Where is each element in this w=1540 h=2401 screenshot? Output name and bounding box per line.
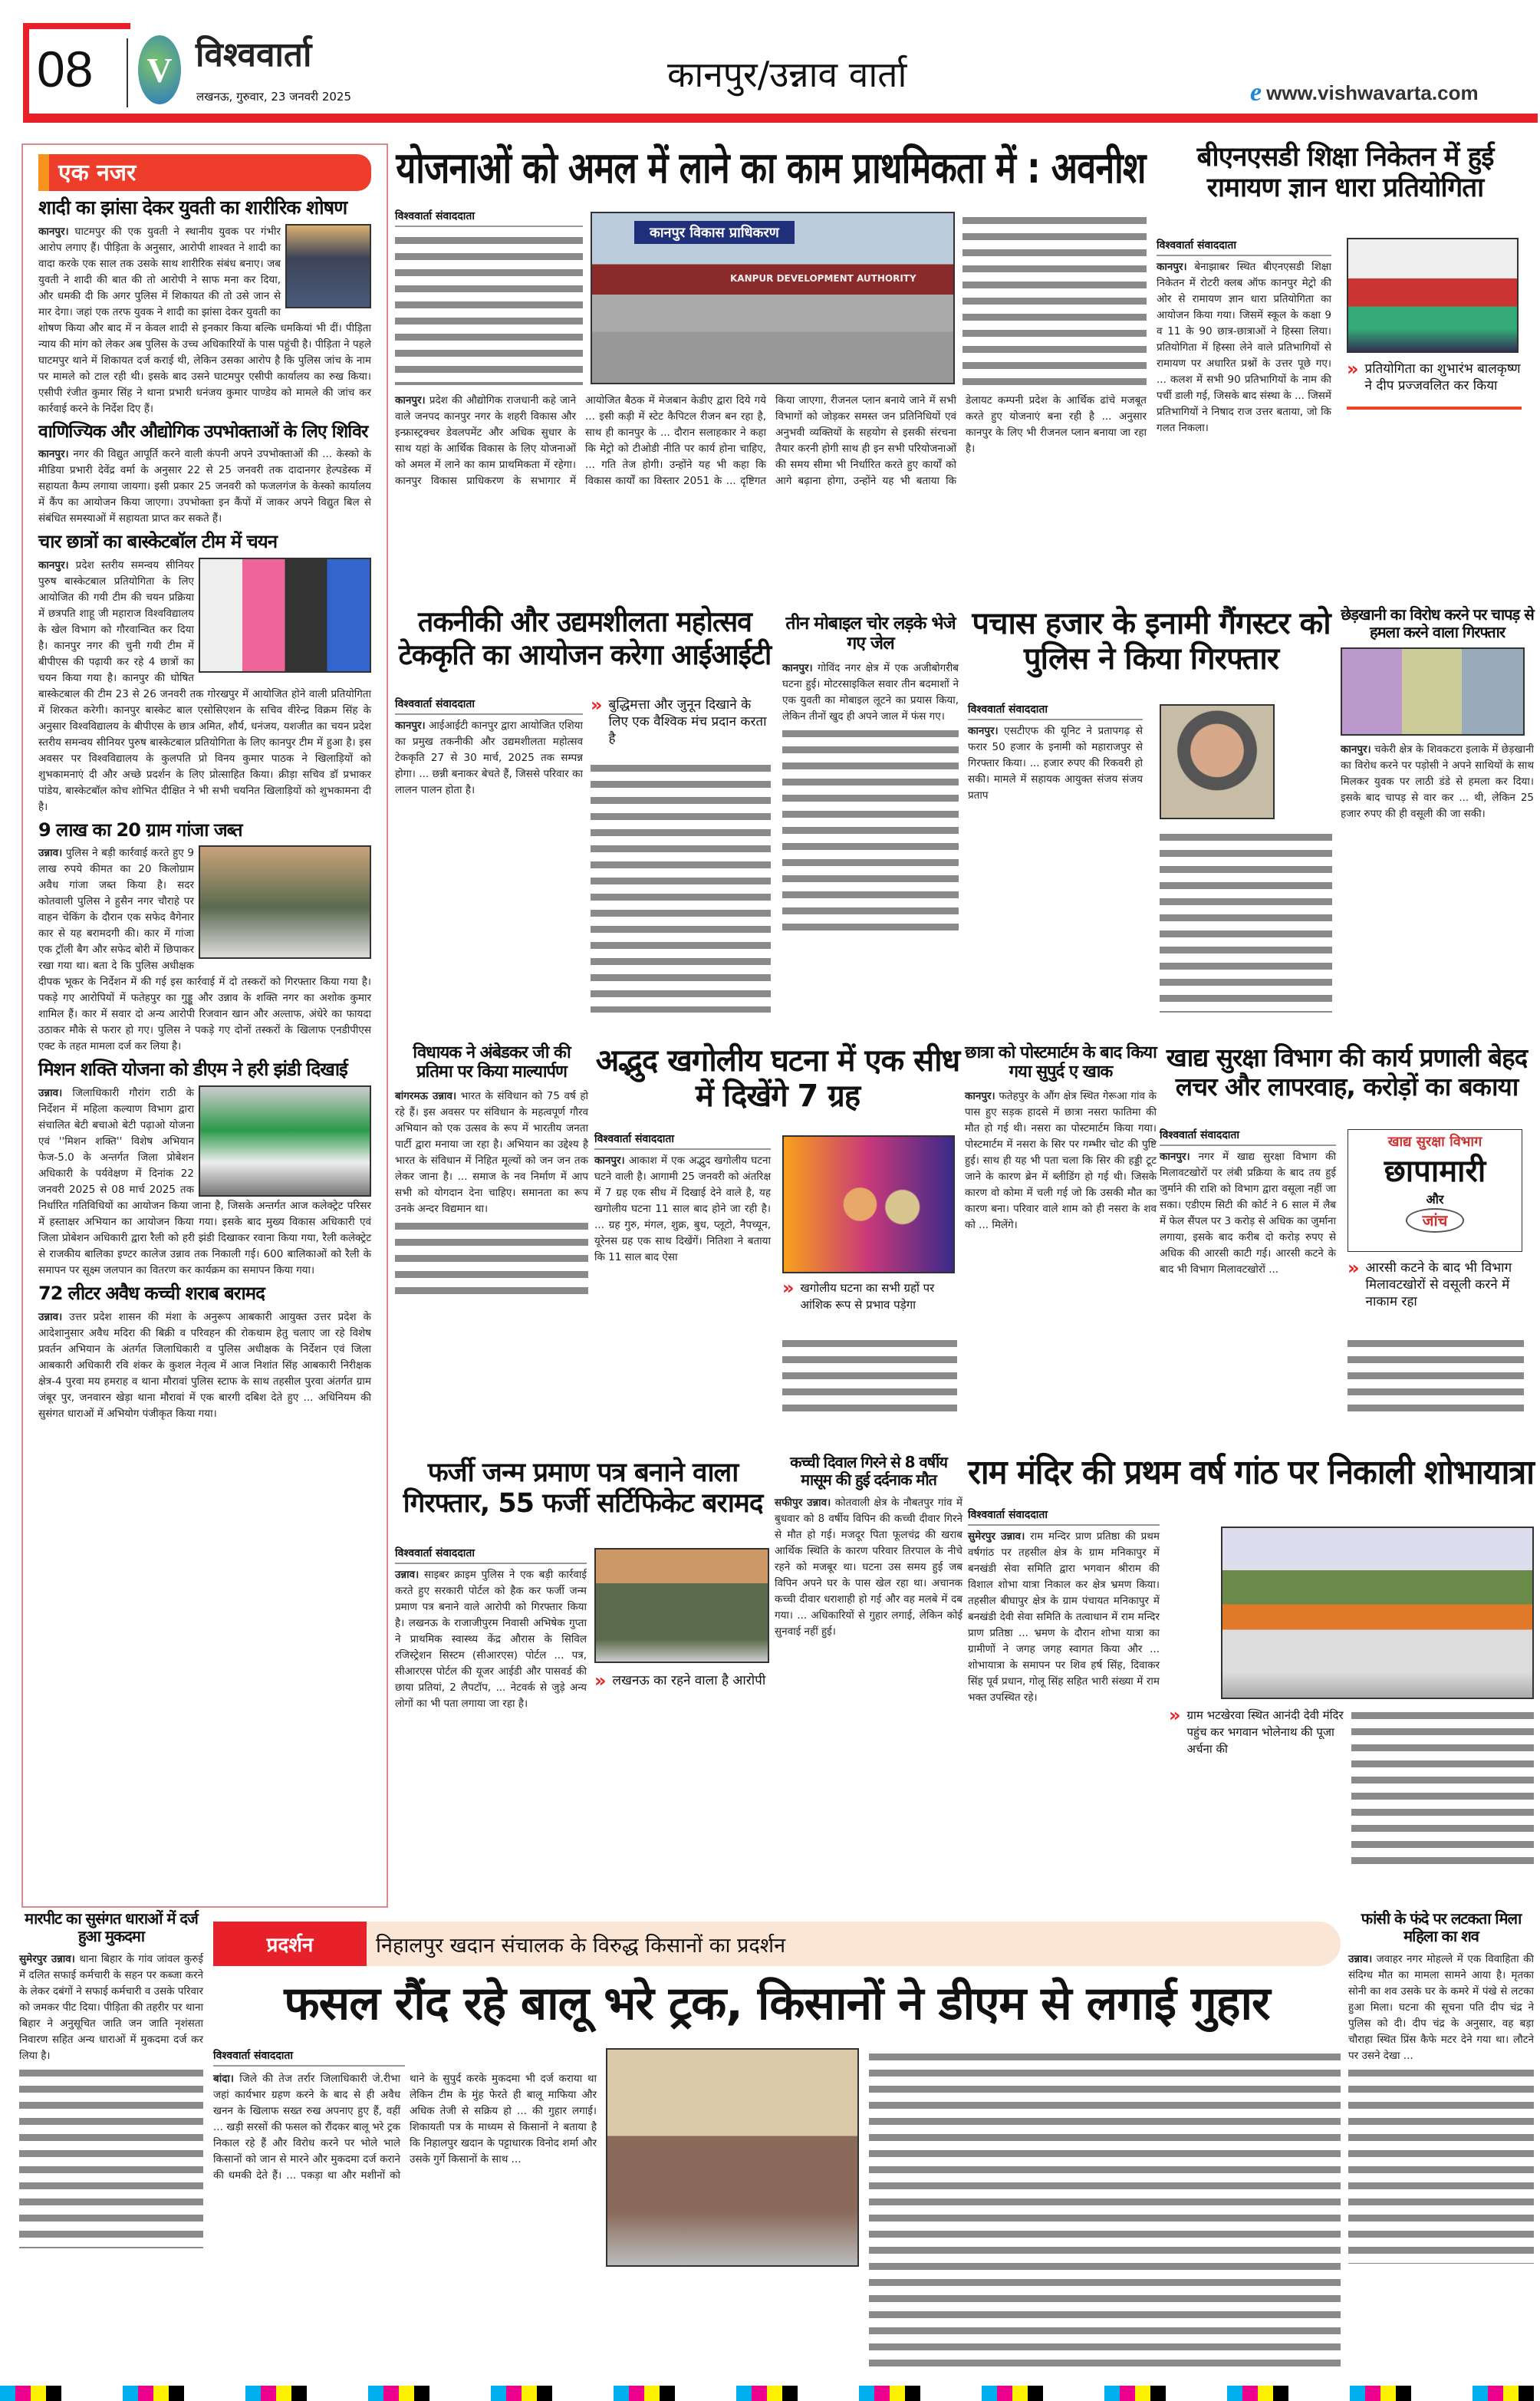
pradarshan-strip	[213, 1922, 1341, 1966]
text-columns	[962, 212, 1147, 385]
photo-students-hall	[1347, 238, 1519, 353]
photo-farmers-group	[606, 2048, 859, 2267]
article-suicide	[1348, 1910, 1534, 2370]
chevron-icon: »	[594, 1670, 607, 1691]
logo-icon: V	[138, 35, 181, 104]
article-body: उन्नाव। पुलिस ने बड़ी कार्रवाई करते हुए 9 लाख रुपये कीमत का 20 किलोग्राम अवैध गांजा जब्त किया है। सदर कोतवाली पुलिस ने हुसैन नगर चौराहे पर वाहन चेकिंग के दौरान एक सफेद वैगेनार कार से यह बरामदगी की। कार में गांजा एक ट्रॉली बैग और सफेद बोरी में छिपाकर रखा गया था। बता दे कि पुलिस अधीक्षक दीपक भूकर के निर्देशन में की गई इस कार्रवाई में दो तस्करों को गिरफ्तार किया गया है। पकड़े गए आरोपियों में फतेहपुर का गुड्डू और उन्नाव के शक्ति नगर का अशोक कुमार शामिल हैं। कार में सवार दो अन्य आरोपी रिजवान खान और अल्ताफ, अंधेरे का फायदा उठाकर मौके से फरार हो गए। पुलिस ने पकड़े गए दोनों तस्करों के खिलाफ एनडीपीएस एक्ट के तहत मामला दर्ज कर लिया है।	[38, 847, 371, 1053]
article-wall-collapse	[775, 1454, 962, 1872]
headline	[395, 1457, 771, 1520]
article-mobile-thieves	[782, 614, 959, 1020]
article-body: सुमेरपुर उन्नाव। राम मन्दिर प्राण प्रतिष्ठा की प्रथम वर्षगांठ पर तहसील क्षेत्र के ग्राम मनिकापुर में बनखंडी सेवा समिति द्वारा भगवान श्रीराम की विशाल शोभा यात्रा निकाल कर क्षेत्र भ्रमण किया। तहसील बीघापुर क्षेत्र के ग्राम पंचायत मनिकापुर में बनखंडी देवी सेवा समिति के तत्वाधान में राम मन्दिर प्राण प्रतिष्ठा ... भ्रमण के दौरान शोभा यात्रा का ग्रामीणों ने जगह जगह स्वागत किया और ... शोभायात्रा के समापन पर शिव हर्ष सिंह, दिवाकर सिंह पूर्व प्रधान, गोलू सिंह सहित भारी संख्या में राम भक्त उपस्थित रहे।	[968, 1530, 1160, 1704]
article-body: उन्नाव। साइबर क्राइम पुलिस ने एक बड़ी कार्रवाई करते हुए सरकारी पोर्टल को हैक कर फर्जी जन्म प्रमाण पत्र बनाने वाले आरोपी को गिरफ्तार किया है। लखनऊ के राजाजीपुरम निवासी अभिषेक गुप्ता ने प्राथमिक स्वास्थ्य केंद्र औरास के सिविल रजिस्ट्रेशन सिस्टम (सीआरएस) पोर्टल ... पत्र, सीआरएस पोर्टल की यूजर आईडी और पासवर्ड की छाया प्रतियां, 2 लैपटॉप, ... नेटवर्क से जुड़े अन्य लोगों का भी पता लगाया जा रहा है।	[395, 1569, 587, 1710]
byline: विश्ववार्ता संवाददाता	[968, 702, 1143, 720]
article-gangster	[968, 606, 1334, 1020]
headline-text: योजनाओं को अमल में लाने का काम प्राथमिकता में : अवनीश	[396, 143, 1146, 193]
article-shivir	[38, 422, 371, 527]
headline-text: पचास हजार के इनामी गैंगस्टर को पुलिस ने किया गिरफ्तार	[972, 606, 1331, 677]
headline: छात्रा को पोस्टमार्टम के बाद किया गया सुपुर्द ए खाक	[965, 1043, 1157, 1082]
headline	[395, 606, 775, 671]
article-body: कानपुर। फतेहपुर के औंग क्षेत्र स्थित गेरूआ गांव के पास हुए सड़क हादसे में छात्रा नसरा फातिमा की मौत हो गई थी। नसरा का पोस्टमार्टम किया गया। पोस्टमार्टम में नसरा के सिर पर गम्भीर चोट की पुष्टि हुई। साथ ही यह भी पता चला कि सिर की हड्डी टूट जाने के कारण ब्रेन में ब्लीडिंग हो गई थी। जिसके कारण वो कोमा में चली गई जो कि उसकी मौत का कारण बना। परिवार वाले शाम को ही नसरा के शव को ... मिलेंगे।	[965, 1089, 1157, 1231]
lead-article	[395, 209, 1147, 565]
chevron-icon: »	[1347, 358, 1359, 380]
col	[1160, 1128, 1336, 1278]
headline: छेड़खानी का विरोध करने पर चापड़ से हमला करने वाला गिरफ्तार	[1341, 605, 1534, 641]
col	[594, 1131, 771, 1266]
article-ram-mandir	[968, 1454, 1534, 1872]
article-body: उन्नाव। जिलाधिकारी गौरांग राठी के निर्देशन में महिला कल्याण विभाग द्वारा संचालित बेटी बचाओ बेटी पढ़ाओ योजना एवं ''मिशन शक्ति'' विशेष अभियान फेज-5.0 के अन्तर्गत जिला प्रोबेशन अधिकारी के पर्यवेक्षण में दिनांक 22 जनवरी 2025 से 08 मार्च 2025 तक निर्धारित गतिविधियों का आयोजन किया जाना है, जिसके अन्तर्गत आज कलेक्ट्रेट परिसर में हस्ताक्षर अभियान का आयोजन किया गया। इसके बाद मुख्य विकास अधिकारी एवं जिला प्रोबेशन अधिकारी द्वारा रैली को हरी झंडी दिखाकर रवाना किया गया, रैली कलेक्ट्रेट से राजकीय बालिका इण्टर कालेज उन्नाव तक निकाली गई। 600 बालिकाओं को रैली के समापन पर सूक्ष्म जलपान का वितरण कर कार्यक्रम का समापन किया गया।	[38, 1086, 371, 1276]
headline	[1157, 142, 1534, 204]
article-food-safety	[1160, 1043, 1534, 1411]
ek-nazar-label: एक नजर	[38, 154, 371, 191]
article-body: सफीपुर उन्नाव। कोतवाली क्षेत्र के नौबतपुर गांव में बुधवार को 8 वर्षीय विपिन की कच्ची दीवार गिरने से मौत हो गई। मजदूर पिता फूलचंद्र की खराब आर्थिक स्थिति के कारण परिवार तिरपाल के नीचे रहने को मजबूर था। घटना उस समय हुई जब विपिन अपने घर के पास खेल रहा था। अचानक कच्ची दीवार धराशाही हो गई और वह मलबे में दब गया। ... अधिकारियों से गुहार लगाई, लेकिन कोई सुनवाई नहीं हुई।	[775, 1497, 962, 1638]
section-title: कानपुर/उन्नाव वार्ता	[667, 54, 907, 95]
headline: तीन मोबाइल चोर लड़के भेजे गए जेल	[785, 614, 956, 654]
website-url: www.vishwavarta.com	[1266, 81, 1479, 104]
headline: 72 लीटर अवैध कच्ची शराब बरामद	[38, 1282, 265, 1304]
photo-four-students	[199, 558, 371, 673]
pull-quote: » खगोलीय घटना का सभी ग्रहों पर आंशिक रूप से प्रभाव पड़ेगा	[782, 1277, 935, 1312]
article-mission-shakti	[38, 1059, 371, 1279]
text-columns	[395, 232, 583, 385]
article-body: कानपुर। चकेरी क्षेत्र के शिवकटरा इलाके में छेड़खानी का विरोध करने पर पड़ोसी ने अपने साथियों के साथ मिलकर युवक पर लाठी डंडे से हमला कर दिया। इसके बाद चापड़ से वार कर ... थी, लेकिन 25 हजार रुपए की ही वसूली की जा सकी।	[1341, 743, 1535, 820]
headline-text: राम मंदिर की प्रथम वर्ष गांठ पर निकाली शोभायात्रा	[968, 1453, 1534, 1492]
lead-body: कानपुर। प्रदेश की औद्योगिक राजधानी कहे जाने वाले जनपद कानपुर नगर के शहरी विकास और इन्फ्रास्ट्रक्चर डेवलपमेंट और अधिक सुधार के साथ यहां के आर्थिक विकास के लिए योजनाओं को अमल में लाने का काम प्राथमिकता में रहेगा। कानपुर विकास प्राधिकरण के सभागार में आयोजित बैठक में मेजबान केडीए द्वारा दिये गये ... इसी कड़ी में स्टेट कैपिटल रीजन बन रहा है, साथ ही कानपुर के ... दौरान सलाहकार ने कहा कि मेट्रो को टीओडी नीति पर कार्य होना चाहिए, ... गति तेज होगी। उन्होंने यह भी कहा कि विकास कार्यों का विस्तार 2051 के ... दृष्टिगत किया जाएगा, रीजनल प्लान बनाये जाने में सभी विभागों को जोड़कर समस्त जन प्रतिनिधियों एवं अनुभवी व्यक्तियों के सहयोग से इसकी संरचना तैयार करनी होगी साथ ही इन सभी परियोजनाओं की समय सीमा भी निर्धारित करते हुए कार्यों को आगे बढ़ाना होगा, उन्होंने यह भी बताया कि डेलायट कम्पनी प्रदेश के आर्थिक ढांचे मजबूत करते हुए योजनाएं बना रही है ... अनुसार कानपुर के लिए भी रीजनल प्लान बनाया जा रहा है।	[395, 394, 1147, 487]
raid-graphic	[1348, 1129, 1522, 1252]
article-body: कानपुर। प्रदेश स्तरीय समन्वय सीनियर पुरुष बास्केटबाल प्रतियोगिता के लिए आयोजित की गयी टीम की चयन प्रक्रिया में छत्रपति शाहू जी महाराज विश्वविद्यालय के खेल विभाग को गौरवान्वित कर दिया है। कानपुर नगर की चुनी गयी टीम में बीपीएस की पढ़ायी कर रहे 4 छात्रों का चयन किया गया है। कानपुर की घोषित बास्केटबाल की टीम 23 से 26 जनवरी तक गोरखपुर में आयोजित होने वाली प्रतियोगिता में शिरकत करेगी। कानपुर बास्केट बाल एसोसिएशन के सचिव वीरेन्द्र विक्रम सिंह के अनुसार विश्वविद्यालय के बीपीएस के छात्र अमित, शौर्य, धनंजय, यशजीत का चयन प्रदेश स्तरीय समन्वय सीनियर पुरुष बास्केटबाल प्रतियोगिता के लिए कानपुर टीम में हुआ है। इस अवसर पर विश्वविद्यालय के कुलपति प्रो विनय कुमार पाठक ने खिलाड़ियों को शुभकामनाएं दी और अच्छे प्रदर्शन के लिए प्रोत्साहित किया। क्रीड़ा सचिव डॉ प्रभाकर पांडेय, बास्केटबॉल कोच शोभित दीक्षित ने भी सभी चयनित खिलाड़ियों को शुभकामना दी है।	[38, 558, 371, 813]
text-columns	[395, 1217, 588, 1294]
headline-text: बीएनएसडी शिक्षा निकेतन में हुई रामायण ज्ञान धारा प्रतियोगिता	[1196, 142, 1494, 204]
kda-sign: कानपुर विकास प्राधिकरण	[634, 221, 795, 244]
article-shaadi	[38, 197, 371, 417]
headline-text: फसल रौंद रहे बालू भरे ट्रक, किसानों ने डीएम से लगाई गुहार	[284, 1977, 1270, 2030]
lead-headline	[395, 144, 1147, 193]
raid-graphic-and: और	[1426, 1192, 1444, 1207]
byline: विश्ववार्ता संवाददाता	[213, 2048, 405, 2067]
byline: विश्ववार्ता संवाददाता	[968, 1507, 1160, 1526]
article-techkriti	[395, 606, 775, 1020]
headline	[968, 1454, 1534, 1493]
headline: विधायक ने अंबेडकर जी की प्रतिमा पर किया माल्यार्पण	[413, 1043, 571, 1082]
browser-e-icon: e	[1250, 78, 1262, 107]
text-columns	[1160, 828, 1332, 1013]
pull-quote: » ग्राम भटखेरवा स्थित आनंदी देवी मंदिर पहुंच कर भगवान भोलेनाथ की पूजा अर्चना की	[1169, 1704, 1344, 1756]
article-body: कानपुर। आईआईटी कानपुर द्वारा आयोजित एशिया का प्रमुख तकनीकी और उद्यमशीलता महोत्सव टेककृति 27 से 30 मार्च, 2025 तक सम्पन्न होगा। ... छन्नी बनाकर बेचते हैं, जिससे परिवार का लालन पालन होता है।	[395, 720, 583, 796]
pull-quote: » आरसी कटने के बाद भी विभाग मिलावटखोरों से वसूली करने में नाकाम रहा	[1348, 1257, 1512, 1309]
text-columns	[782, 725, 959, 940]
pull-quote: » प्रतियोगिता का शुभारंभ बालकृष्ण ने दीप प्रज्जवलित कर किया	[1347, 358, 1521, 394]
article-body: बांगरमऊ उन्नाव। भारत के संविधान को 75 वर्ष हो रहे हैं। इस अवसर पर संविधान के महत्वपूर्ण गौरव अभियान को एक उत्सव के रूप में भारतीय जनता पार्टी द्वारा मनाया जा रहा है। अभियान का उद्देश्य है भारत के संविधान में निहित मूल्यों को जन जन तक लेकर जाना है। ... समाज के नव निर्माण में आप सभी को योगदान देना चाहिए। समानता का रूप उनके अन्दर विद्यमान था।	[395, 1089, 588, 1215]
chevron-icon: »	[782, 1277, 795, 1299]
article-sharab	[38, 1283, 371, 1422]
headline: 9 लाख का 20 ग्राम गांजा जब्त	[38, 818, 242, 841]
article-body: कानपुर। एसटीएफ की यूनिट ने प्रतापगढ़ से फरार 50 हजार के इनामी को महाराजपुर से गिरफ्तार किया। ... हजार रुपए की रिकवरी हो सकी। मामले में सहायक आयुक्त संजय संजय प्रताप	[968, 725, 1143, 802]
article-body: उन्नाव। उत्तर प्रदेश शासन की मंशा के अनुरूप आबकारी आयुक्त उत्तर प्रदेश के आदेशानुसार अवैध मदिरा की बिक्री व परिवहन की रोकथाम हेतु चलाए जा रहे विशेष प्रवर्तन अभियान के अंतर्गत जिलाधिकारी व पुलिस अधीक्षक के निर्देशन एवं जिला आबकारी अधिकारी रवि शंकर के कुशल नेतृत्व में आज निशांत सिंह आबकारी निरीक्षक क्षेत्र-4 पुरवा मय हमराह व थाना मौरावां पुलिस स्टाफ के साथ तहसील पुरवा अंतर्गत ग्राम जंबूर पुर, जनवारन खेड़ा थाना मौरावां में एक बारगी दबिश देते हुए ... अधिनियम की सुसंगत धाराओं में अभियोग पंजीकृत किया गया।	[38, 1310, 371, 1420]
raid-graphic-bottom: जांच	[1406, 1208, 1465, 1233]
headline	[1160, 1043, 1534, 1102]
article-body: कानपुर। गोविंद नगर क्षेत्र में एक अजीबोगरीब घटना हुई। मोटरसाइकिल सवार तीन बदमाशों ने एक युवती का मोबाइल लूटने का प्रयास किया, लेकिन तीनों खुद ही अपने जाल में फंस गए।	[782, 661, 959, 723]
byline: विश्ववार्ता संवाददाता	[395, 209, 583, 227]
photo-police-officers	[594, 1548, 769, 1663]
article-vidhayak	[395, 1043, 588, 1411]
bnsd-col	[1157, 238, 1331, 436]
article-body: कानपुर। नगर की विद्युत आपूर्ति करने वाली कंपनी अपने उपभोक्ताओं की ... केस्को के मीडिया प्रभारी देवेंद्र वर्मा के अनुसार 22 से 25 जनवरी तक दादानगर हेल्पडेस्क में सहायता कैम्प लगाया जायगा। इसी प्रकार 25 जनवरी को फजलगंज के केस्को कार्यालय में कैंप का आयोजन किया जाएगा। उपभोक्ता इन कैंपों में जाकर अपने विद्युत बिल से संबंधित समस्याओं में सहायता प्राप्त कर सकते हैं।	[38, 448, 372, 525]
photo-kda-gate	[591, 212, 955, 384]
masthead-red-corner	[23, 23, 130, 29]
headline: मारपीट का सुसंगत धाराओं में दर्ज हुआ मुकदमा	[25, 1909, 198, 1945]
article-chhedkhani	[1341, 606, 1534, 1020]
article-planets	[594, 1043, 961, 1411]
strip-label: प्रदर्शन	[213, 1922, 367, 1966]
article-farmers	[213, 2048, 1341, 2370]
article-body: कानपुर। घाटमपुर की एक युवती ने स्थानीय युवक पर गंभीर आरोप लगाए हैं। पीड़िता के अनुसार, आरोपी शाश्वत ने शादी का वादा करके एक साल तक उसके साथ शारीरिक संबंध बनाए। जब युवती ने शादी की बात की तो आरोपी ने साफ मना कर दिया, और धमकी दी कि अगर पुलिस में शिकायत की तो उसे जान से मार देगा। जहां एक तरफ युवक ने शादी का झांसा देकर युवती का शोषण किया और बाद में न केवल शादी से इनकार किया बल्कि धमकियां भी दीं। पीड़िता न्याय की मांग को लेकर अब पुलिस के उच्च अधिकारियों के पास पहुंची है। पीड़िता ने पहले घाटमपुर थाने में शिकायत दर्ज कराई थी, लेकिन उसका आरोप है कि पुलिस जांच के नाम पर मामले को टाल रही थी। इसके बाद उसने घाटमपुर एसीपी कार्यालय का रुख किया। एसीपी रंजीत कुमार सिंह ने थाना प्रभारी धनंजय कुमार पाण्डेय को मामले की जांच कर कार्रवाई करने के निर्देश दिए हैं।	[38, 225, 371, 415]
text-columns	[1348, 2064, 1534, 2264]
col	[968, 1507, 1160, 1706]
headline-text: खाद्य सुरक्षा विभाग की कार्य प्रणाली बेहद लचर और लापरवाह, करोड़ों का बकाया	[1166, 1042, 1528, 1102]
chevron-icon: »	[1169, 1704, 1181, 1726]
kda-sign-en: KANPUR DEVELOPMENT AUTHORITY	[730, 273, 916, 284]
text-columns	[591, 759, 771, 1013]
headline: शादी का झांसा देकर युवती का शारीरिक शोषण	[38, 196, 347, 219]
print-registration-bar	[0, 2386, 1540, 2401]
ek-nazar-box	[21, 143, 388, 1908]
byline: विश्ववार्ता संवाददाता	[395, 1546, 587, 1564]
article-body: कानपुर। नगर में खाद्य सुरक्षा विभाग की मिलावटखोरों पर लंबी प्रक्रिया के बाद तय हुई जुर्माने की राशि को विभाग द्वारा वसूला नहीं जा सका। एडीएम सिटी की कोर्ट ने 6 साल में लैब में फेल सैंपल पर 3 करोड़ से अधिक का जुर्माना लगाया, इसके बाद करीब दो करोड़ रुपए से अधिक की आरसी काटी गई। आरसी कटने के बाद भी विभाग मिलावटखोरों ...	[1160, 1151, 1336, 1276]
raid-graphic-main: छापामारी	[1384, 1154, 1486, 1189]
article-postmortem	[965, 1043, 1157, 1411]
headline	[968, 606, 1334, 677]
col	[395, 1546, 587, 1712]
pull-quote: » बुद्धिमत्ता और जुनून दिखाने के लिए एक वैश्विक मंच प्रदान करता है	[591, 694, 767, 746]
article-maarpeet	[19, 1910, 203, 2370]
raid-graphic-top: खाद्य सुरक्षा विभाग	[1387, 1134, 1482, 1150]
byline: विश्ववार्ता संवाददाता	[1160, 1128, 1336, 1146]
article-body: सुमेरपुर उन्नाव। थाना बिहार के गांव जांवल कुरुई में दलित सफाई कर्मचारी के सहन पर कब्जा करने के लेकर दबंगों ने सफाई कर्मचारी व उसके परिवार को जमकर पीट दिया। पीड़िता की तहरीर पर थाना बिहार ने अनुसूचित जाति जन जाति नृशंसता निवारण सहित अन्य धाराओं में मुकदमा दर्ज कर लिया है।	[19, 1953, 204, 2062]
photo-procession	[1221, 1527, 1534, 1699]
headline: कच्ची दिवाल गिरने से 8 वर्षीय मासूम की हुई दर्दनाक मौत	[790, 1453, 947, 1489]
headline: चार छात्रों का बास्केटबॉल टीम में चयन	[38, 531, 278, 553]
chevron-icon: »	[591, 694, 603, 716]
dateline: लखनऊ, गुरुवार, 23 जनवरी 2025	[196, 90, 351, 104]
masthead-red-side	[23, 23, 29, 119]
headline	[594, 1043, 961, 1114]
page-number: 08	[37, 41, 94, 97]
divider	[1347, 407, 1522, 410]
article-bnsd	[1157, 142, 1534, 564]
photo-accused	[1341, 647, 1525, 736]
masthead	[23, 23, 1538, 123]
article-body: कानपुर। बेनाझाबर स्थित बीएनएसडी शिक्षा निकेतन में रोटरी क्लब ऑफ कानपुर मेट्रो की ओर से रामायण ज्ञान धारा प्रतियोगिता का आयोजन किया गया। जिसमें स्कूल के कक्षा 9 व 11 के 90 छात्र-छात्राओं ने हिस्सा लिया। प्रतियोगिता में हिस्सा लेने वाले प्रतिभागियों से रामायण पर अधारित प्रश्नों के उत्तर पूछे गए। ... कलश में सभी 90 प्रतिभागियों के नाम की पर्ची डाली गई, जिसके बाद संस्था के ... जिसमें प्रतिभागियों ने निषाद राज उत्तर बताया, जो कि गलत निकला।	[1157, 261, 1331, 434]
paper-name: विश्ववार्ता	[196, 35, 312, 74]
masthead-divider	[127, 38, 128, 107]
headline: वाणिज्यिक और औद्योगिक उपभोक्ताओं के लिए शिविर	[38, 421, 368, 442]
text-columns	[869, 2048, 1341, 2370]
col	[968, 702, 1143, 804]
byline: विश्ववार्ता संवाददाता	[594, 1131, 771, 1150]
byline: विश्ववार्ता संवाददाता	[1157, 238, 1331, 256]
article-basketball	[38, 532, 371, 815]
article-body: उन्नाव। जवाहर नगर मोहल्ले में एक विवाहिता की संदिग्ध मौत का मामला सामने आया है। मृतका सोनी का शव उसके घर के कमरे में पंखे से लटका हुआ मिला। घटना की सूचना पति दीप चंद्र ने पुलिस को दी। दीप चंद्र के अनुसार, वह बड़ा चौराहा स्थित प्रिंस कैफे मटर देने गया था। लौटने पर उसने देखा ...	[1348, 1953, 1535, 2062]
website-link[interactable]	[1250, 78, 1479, 107]
text-columns	[1348, 1335, 1524, 1411]
col	[213, 2048, 405, 2070]
col	[395, 697, 583, 799]
headline-text: फर्जी जन्म प्रमाण पत्र बनाने वाला गिरफ्तार, 55 फर्जी सर्टिफिकेट बरामद	[403, 1457, 763, 1520]
photo-flag-off-rally	[199, 1085, 371, 1197]
bottom-main-headline	[213, 1978, 1341, 2030]
photo-veiled-woman	[285, 224, 371, 308]
headline: मिशन शक्ति योजना को डीएम ने हरी झंडी दिखाई	[38, 1059, 347, 1081]
text-columns	[19, 2064, 203, 2248]
article-body: बांदा। जिले की तेज तर्रार जिलाधिकारी जे.रीभा जहां कार्यभार ग्रहण करने के बाद से ही अवैध खनन के खिलाफ सख्त रुख अपनाए हुए हैं, वहीं ... खड़ी सरसों की फसल को रौंदकर बालू भरे ट्रक निकाल रहे हैं और विरोध करने पर भोले भाले किसानों को जान से मारने और मुकदमा दर्ज कराने की धमकी देते हैं। ... पकड़ा था और मशीनों को थाने के सुपुर्द करके मुकदमा भी दर्ज कराया था लेकिन टीम के मुंह फेरते ही बालू माफिया और अधिक तेजी से सक्रिय हो ... की गुहार लगाई। शिकायती पत्र के माध्यम से किसानों ने बताया है कि निहालपुर खदान के पट्टाधारक विनोद शर्मा और उसके गुर्गे किसानों के साथ ...	[213, 2073, 597, 2182]
photo-planets	[782, 1135, 955, 1273]
headline-text: अद्भुद खगोलीय घटना में एक सीध में दिखेंगे 7 ग्रह	[595, 1043, 960, 1114]
text-columns	[782, 1335, 957, 1411]
photo-gangster	[1160, 704, 1275, 819]
headline: फांसी के फंदे पर लटकता मिला महिला का शव	[1361, 1909, 1522, 1945]
lead-col-1	[395, 209, 583, 230]
article-ganja	[38, 820, 371, 1056]
pull-quote: » लखनऊ का रहने वाला है आरोपी	[594, 1670, 766, 1691]
masthead-red-bar	[23, 114, 1538, 123]
headline-text: तकनीकी और उद्यमशीलता महोत्सव टेककृति का आयोजन करेगा आईआईटी	[398, 605, 772, 671]
byline: विश्ववार्ता संवाददाता	[395, 697, 583, 715]
article-body: कानपुर। आकाश में एक अद्भुद खगोलीय घटना घटने वाली है। आगामी 25 जनवरी को अंतरिक्ष में 7 ग्रह एक सीध में दिखाई देने वाले है, यह खगोलीय घटना 11 साल बाद होने जा रही है। ... ग्रह गुरु, मंगल, शुक्र, बुध, प्लूटो, नैपच्यून, यूरेनस ग्रह एक साथ दिखेंगें। नितिशा ने बताया कि 11 साल बाद ऐसा	[594, 1154, 772, 1263]
strip-title: निहालपुर खदान संचालक के विरुद्ध किसानों का प्रदर्शन	[376, 1933, 786, 1958]
chevron-icon: »	[1348, 1257, 1360, 1279]
photo-police-press	[199, 845, 371, 959]
article-fake-certificate	[395, 1457, 771, 1872]
text-columns	[1351, 1707, 1534, 1868]
